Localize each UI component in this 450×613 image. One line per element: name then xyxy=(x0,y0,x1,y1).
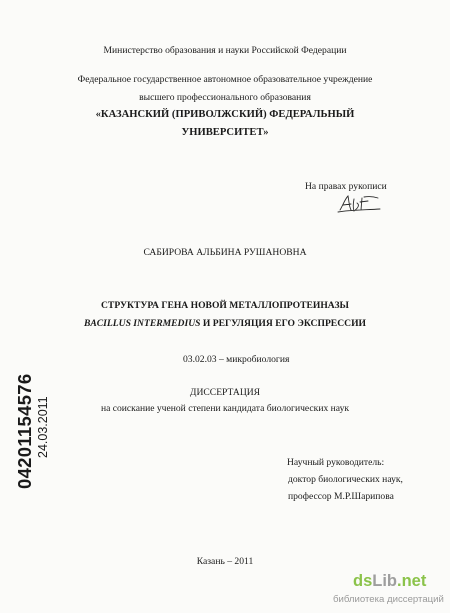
dslib-logo: dsLib.net xyxy=(353,572,427,590)
thesis-title-line-2 xyxy=(0,318,450,329)
document-type: ДИССЕРТАЦИЯ xyxy=(189,387,261,398)
specialty-code: 03.02.03 – микробиология xyxy=(183,354,290,365)
institution-line-2: высшего профессионального образования xyxy=(139,92,311,103)
city-year: Казань – 2011 xyxy=(196,556,254,567)
supervisor-label: Научный руководитель: xyxy=(287,457,385,468)
author-name: САБИРОВА АЛЬБИНА РУШАНОВНА xyxy=(143,247,307,258)
thesis-title-line-1: СТРУКТУРА ГЕНА НОВОЙ МЕТАЛЛОПРОТЕИНАЗЫ xyxy=(101,300,349,311)
supervisor-name: профессор М.Р.Шарипова xyxy=(288,491,394,502)
manuscript-rights-note: На правах рукописи xyxy=(305,181,387,192)
institution-line-1: Федеральное государственное автономное образовательное учреждение xyxy=(77,74,373,85)
organism-name: BACILLUS INTERMEDIUS xyxy=(83,318,201,329)
university-name-line-2: УНИВЕРСИТЕТ» xyxy=(181,127,269,138)
thesis-title-line-2-rest: И РЕГУЛЯЦИЯ ЕГО ЭКСПРЕССИИ xyxy=(200,318,366,329)
library-accession-number: 04201154576 xyxy=(14,373,35,489)
degree-purpose: на соискание ученой степени кандидата биологических наук xyxy=(100,403,350,414)
supervisor-degree: доктор биологических наук, xyxy=(288,474,403,485)
ministry-line: Министерство образования и науки Российской Федерации xyxy=(103,45,347,56)
library-accession-date: 24.03.2011 xyxy=(36,396,50,458)
university-name-line-1: «КАЗАНСКИЙ (ПРИВОЛЖСКИЙ) ФЕДЕРАЛЬНЫЙ xyxy=(95,109,355,120)
dslib-subtitle: библиотека диссертаций xyxy=(333,594,444,605)
author-signature xyxy=(336,193,382,215)
